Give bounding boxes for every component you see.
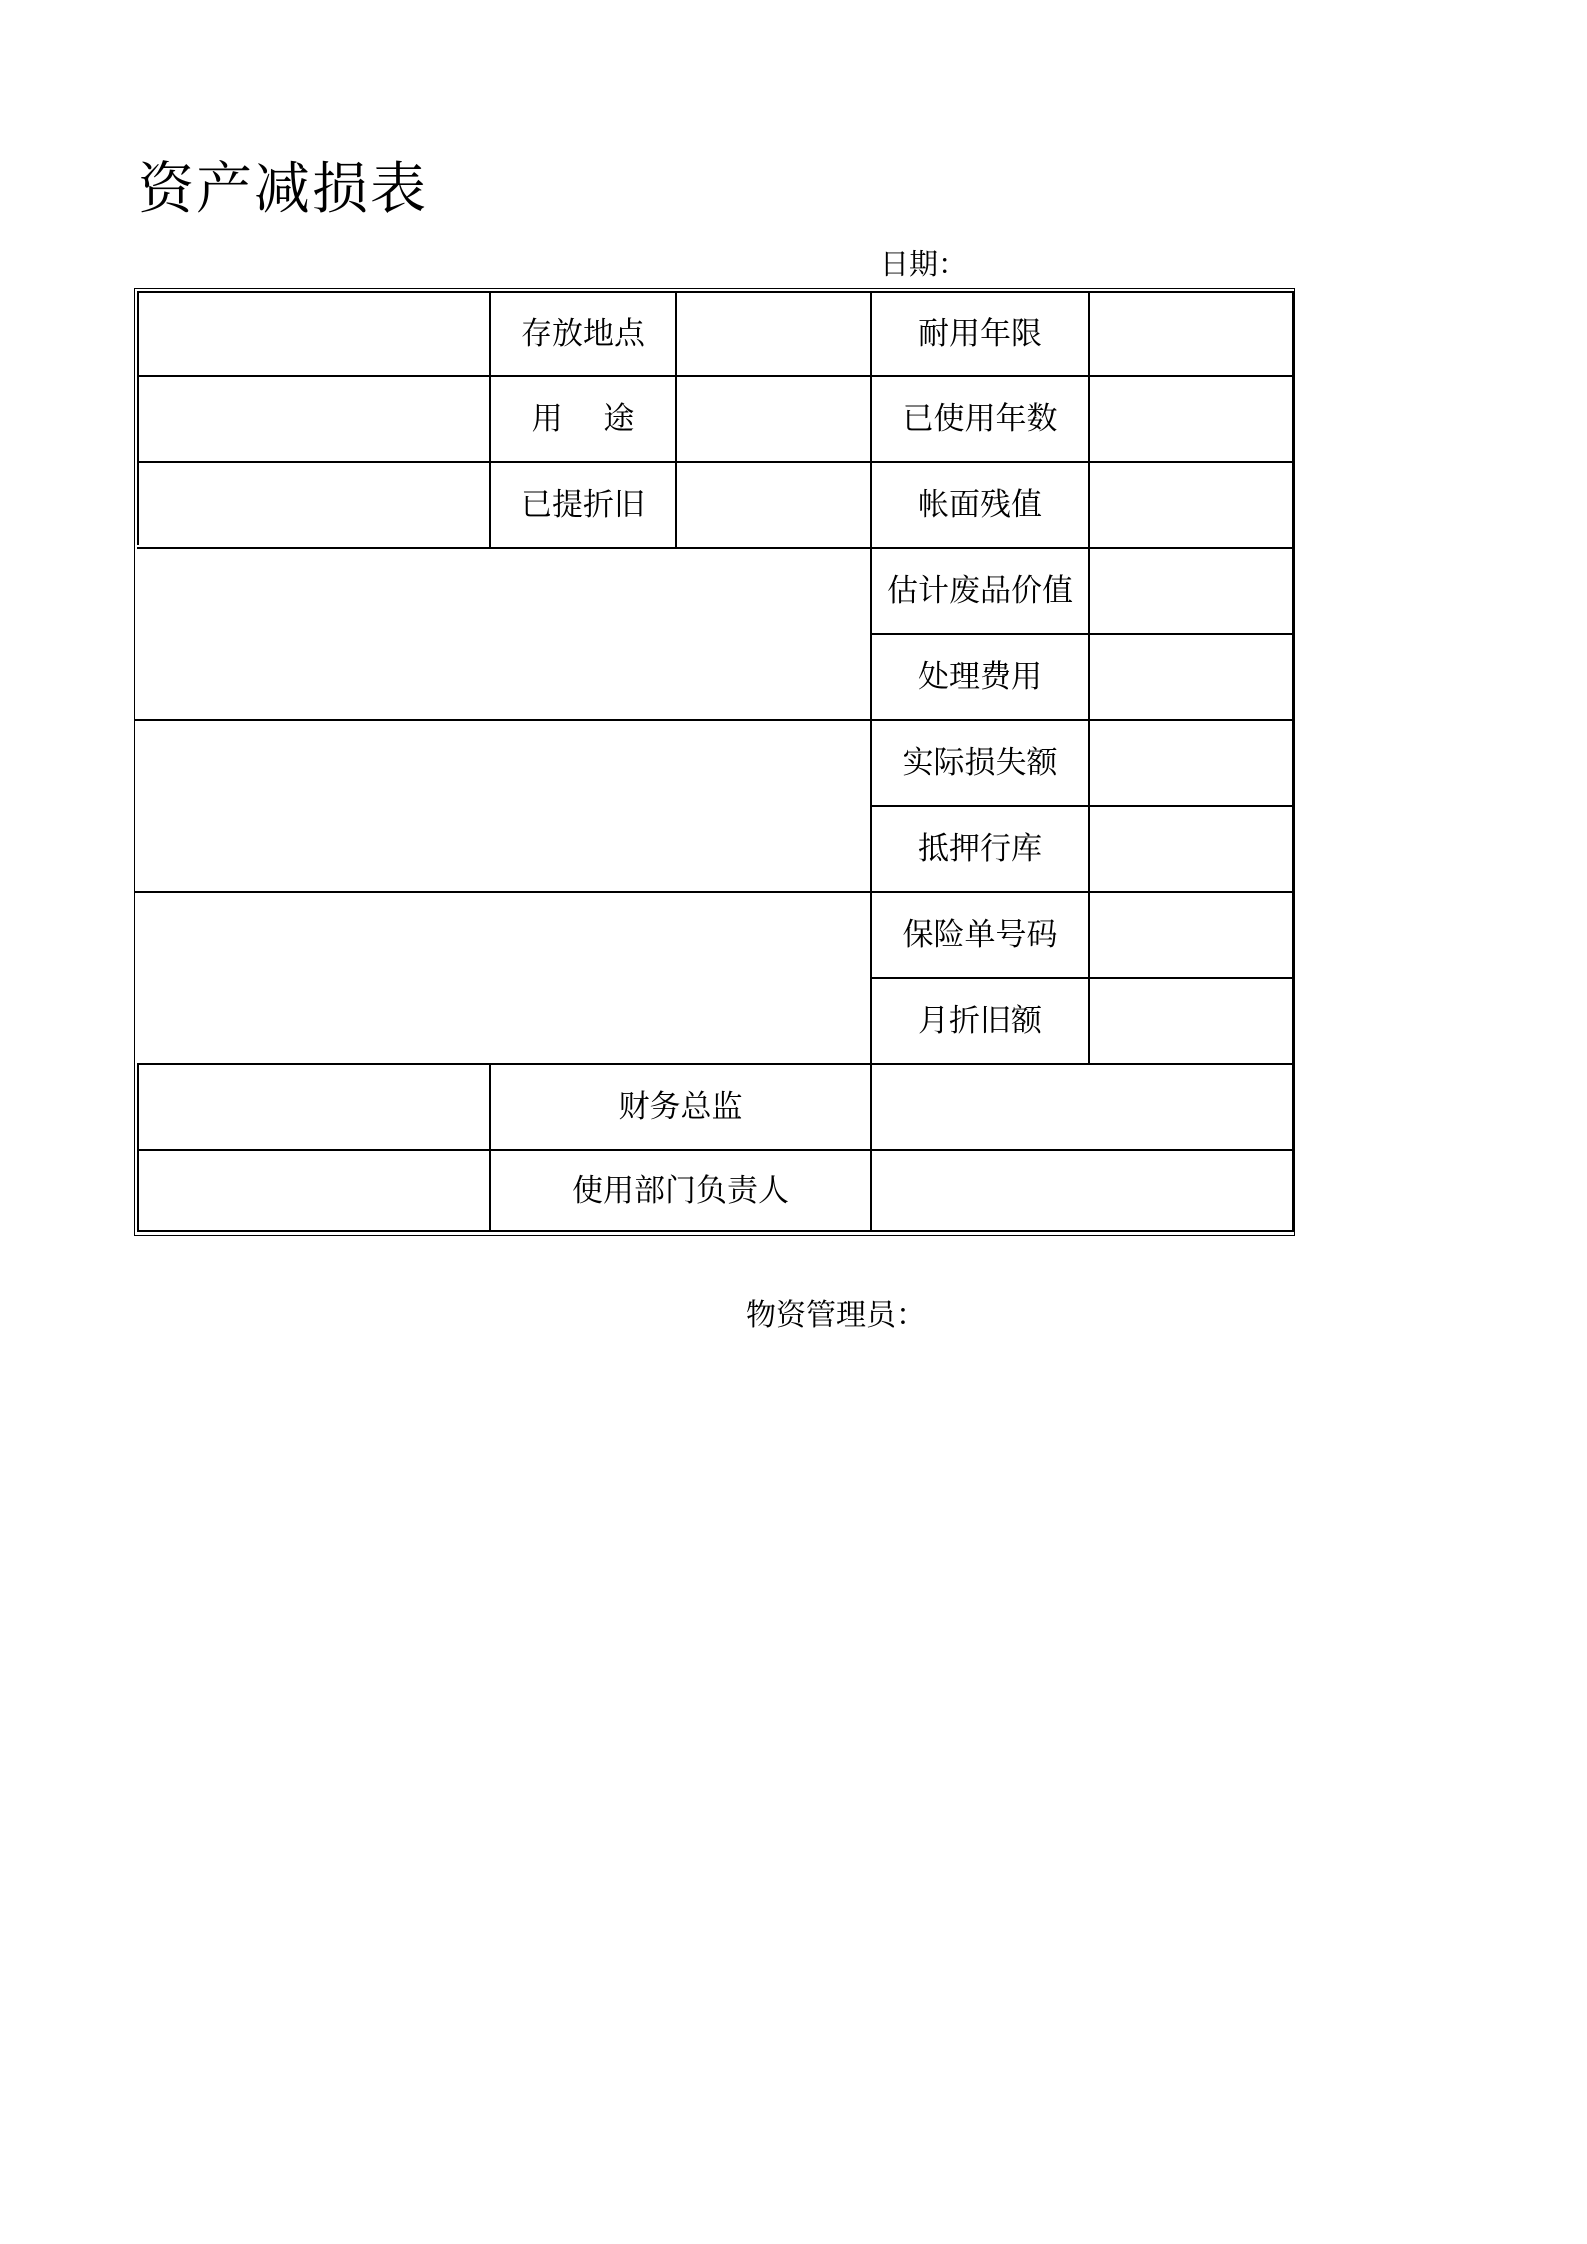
- department-head-left-field[interactable]: [139, 1151, 489, 1230]
- department-head-signature-field[interactable]: [872, 1151, 1292, 1230]
- purpose-label: 用 途: [531, 401, 635, 437]
- department-head-label: 使用部门负责人: [572, 1172, 789, 1209]
- actual-loss-field[interactable]: [1090, 721, 1292, 805]
- asset-name-field-2[interactable]: [139, 377, 489, 461]
- remarks-area-2[interactable]: [135, 721, 870, 891]
- storage-location-label: 存放地点: [521, 316, 645, 352]
- purpose-field[interactable]: [677, 377, 870, 461]
- service-life-field[interactable]: [1090, 293, 1292, 375]
- storage-location-field[interactable]: [677, 293, 870, 375]
- finance-director-label: 财务总监: [618, 1089, 743, 1125]
- form-title: 资产减损表: [138, 157, 428, 222]
- mortgage-bank-field[interactable]: [1090, 807, 1292, 891]
- processing-cost-field[interactable]: [1090, 635, 1292, 719]
- remarks-area-1[interactable]: [135, 549, 870, 719]
- monthly-depreciation-label: 月折旧额: [918, 1003, 1042, 1039]
- years-used-label: 已使用年数: [902, 401, 1058, 437]
- remarks-area-3[interactable]: [135, 893, 870, 1063]
- monthly-depreciation-field[interactable]: [1090, 979, 1292, 1063]
- insurance-number-label: 保险单号码: [902, 917, 1058, 953]
- actual-loss-label: 实际损失额: [902, 745, 1058, 781]
- estimated-scrap-value-label: 估计废品价值: [887, 573, 1073, 609]
- book-residual-value-field[interactable]: [1090, 463, 1292, 547]
- asset-name-field-3[interactable]: [139, 463, 489, 547]
- table-bottom-border: [137, 1230, 1292, 1232]
- materials-manager-label: 物资管理员：: [746, 1298, 926, 1333]
- processing-cost-label: 处理费用: [918, 659, 1042, 695]
- table-right-border: [1292, 291, 1294, 1232]
- date-label: 日期：: [880, 247, 968, 281]
- finance-director-signature-field[interactable]: [872, 1065, 1292, 1149]
- accumulated-depreciation-field[interactable]: [677, 463, 870, 547]
- estimated-scrap-value-field[interactable]: [1090, 549, 1292, 633]
- years-used-field[interactable]: [1090, 377, 1292, 461]
- asset-impairment-form-table: [134, 288, 1295, 1236]
- accumulated-depreciation-label: 已提折旧: [521, 487, 645, 523]
- mortgage-bank-label: 抵押行库: [918, 831, 1042, 867]
- finance-director-left-field[interactable]: [139, 1065, 489, 1149]
- service-life-label: 耐用年限: [918, 316, 1042, 352]
- book-residual-value-label: 帐面残值: [918, 487, 1042, 523]
- asset-name-field-1[interactable]: [139, 293, 489, 375]
- insurance-number-field[interactable]: [1090, 893, 1292, 977]
